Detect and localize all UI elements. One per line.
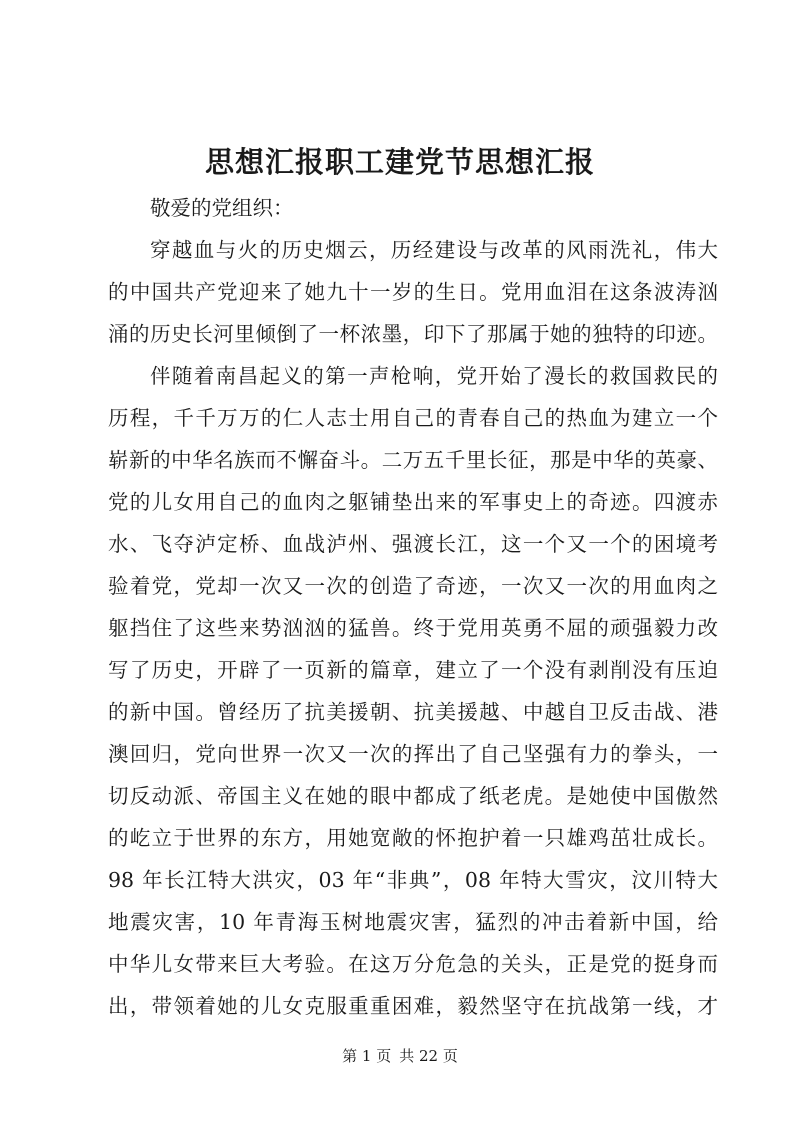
paragraph-line: 党的儿女用自己的血肉之躯铺垫出来的军事史上的奇迹。四渡赤 [108, 490, 718, 514]
paragraph-line: 写了历史，开辟了一页新的篇章，建立了一个没有剥削没有压迫 [108, 658, 718, 682]
document-body [108, 187, 718, 1027]
paragraph-line: 涌的历史长河里倾倒了一杯浓墨，印下了那属于她的独特的印迹。 [108, 322, 718, 346]
paragraph-line: 切反动派、帝国主义在她的眼中都成了纸老虎。是她使中国傲然 [108, 784, 718, 808]
paragraph-line: 水、飞夺泸定桥、血战泸州、强渡长江，这一个又一个的困境考 [108, 532, 718, 556]
paragraph-line: 穿越血与火的历史烟云，历经建设与改革的风雨洗礼，伟大 [150, 238, 718, 262]
page-total: 共 22 页 [399, 1047, 458, 1065]
paragraph-line: 的中国共产党迎来了她九十一岁的生日。党用血泪在这条波涛汹 [108, 280, 718, 304]
salutation: 敬爱的党组织： [150, 196, 294, 220]
paragraph-line: 澳回归，党向世界一次又一次的挥出了自己坚强有力的拳头，一 [108, 742, 718, 766]
page-footer [0, 1046, 800, 1066]
paragraph-line: 的新中国。曾经历了抗美援朝、抗美援越、中越自卫反击战、港 [108, 700, 718, 724]
paragraph-line: 躯挡住了这些来势汹汹的猛兽。终于党用英勇不屈的顽强毅力改 [108, 616, 718, 640]
paragraph-line: 崭新的中华名族而不懈奋斗。二万五千里长征，那是中华的英豪、 [108, 448, 718, 472]
paragraph-line: 历程，千千万万的仁人志士用自己的青春自己的热血为建立一个 [108, 406, 718, 430]
paragraph-line: 的屹立于世界的东方，用她宽敞的怀抱护着一只雄鸡茁壮成长。 [108, 826, 718, 850]
paragraph-line: 出，带领着她的儿女克服重重困难，毅然坚守在抗战第一线，才 [108, 994, 718, 1018]
paragraph-line: 伴随着南昌起义的第一声枪响，党开始了漫长的救国救民的 [150, 364, 718, 388]
document-title: 思想汇报职工建党节思想汇报 [204, 145, 595, 179]
paragraph-line: 地震灾害，10 年青海玉树地震灾害，猛烈的冲击着新中国，给 [108, 910, 718, 934]
page-number: 第 1 页 [342, 1047, 392, 1065]
paragraph-line: 验着党，党却一次又一次的创造了奇迹，一次又一次的用血肉之 [108, 574, 718, 598]
paragraph-line: 中华儿女带来巨大考验。在这万分危急的关头，正是党的挺身而 [108, 952, 718, 976]
paragraph-line: 98 年长江特大洪灾，03 年“非典”，08 年特大雪灾，汶川特大 [108, 868, 718, 892]
